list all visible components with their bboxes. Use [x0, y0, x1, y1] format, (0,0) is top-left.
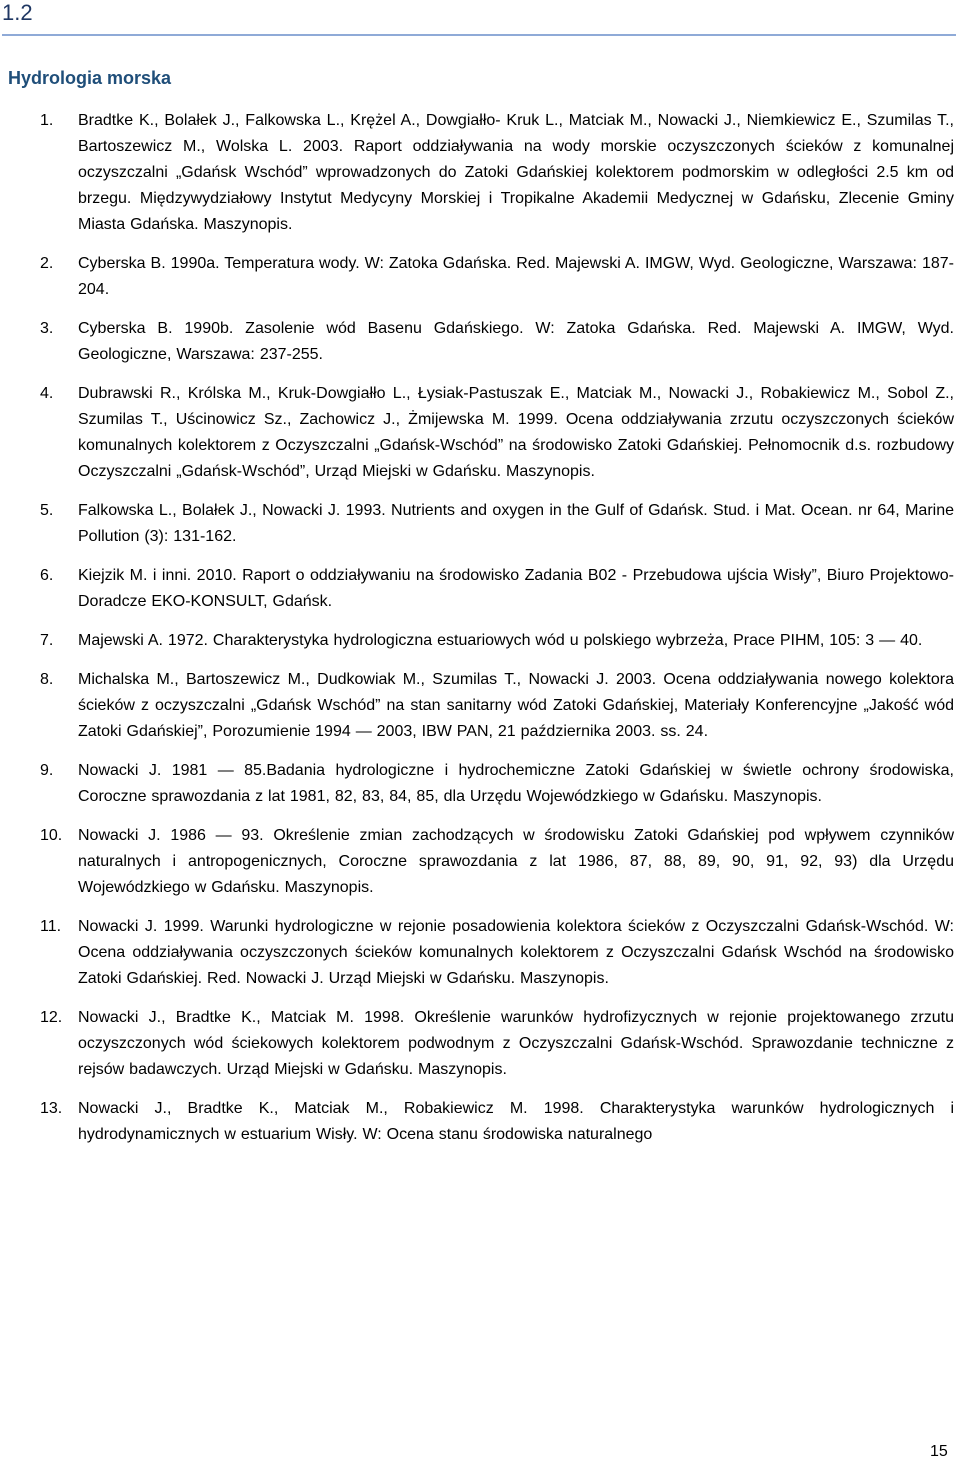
reference-item-10 [0, 823, 960, 901]
reference-text: Nowacki J., Bradtke K., Matciak M., Robakiewicz M. 1998. Charakterystyka warunków hydrologicznych i hydrodynamicznych w estuarium Wisły. W: Ocena stanu środowiska naturalnego [78, 1100, 954, 1143]
reference-number: 9. [40, 762, 54, 779]
reference-item-13 [0, 1096, 960, 1148]
reference-number: 1. [40, 112, 54, 129]
reference-number: 4. [40, 385, 54, 402]
reference-item-11 [0, 914, 960, 992]
reference-item-12 [0, 1005, 960, 1083]
reference-text: Majewski A. 1972. Charakterystyka hydrologiczna estuariowych wód u polskiego wybrzeża, Prace PIHM, 105: 3 — 40. [78, 632, 923, 649]
reference-list [0, 108, 960, 1161]
section-title: Hydrologia morska [8, 68, 172, 88]
reference-item-2 [0, 251, 960, 303]
reference-text: Nowacki J. 1999. Warunki hydrologiczne w rejonie posadowienia kolektora ścieków z Oczyszczalni Gdańsk-Wschód. W: Ocena oddziaływania oczyszczonych ścieków komunalnych kolektorem z Oczyszczalni Gdańsk Wschód na środowisko Zatoki Gdańskiej. Red. Nowacki J. Urząd Miejski w Gdańsku. Maszynopis. [78, 918, 954, 987]
reference-text: Nowacki J. 1986 — 93. Określenie zmian zachodzących w środowisku Zatoki Gdańskiej pod wpływem czynników naturalnych i antropogenicznych, Coroczne sprawozdania z lat 1986, 87, 88, 89, 90, 91, 92, 93) dla Urzędu Wojewódzkiego w Gdańsku. Maszynopis. [78, 827, 954, 896]
reference-number: 10. [40, 827, 63, 844]
reference-item-4 [0, 381, 960, 485]
reference-number: 5. [40, 502, 54, 519]
reference-item-1 [0, 108, 960, 238]
reference-number: 2. [40, 255, 54, 272]
reference-item-6 [0, 563, 960, 615]
reference-item-5 [0, 498, 960, 550]
reference-number: 7. [40, 632, 54, 649]
reference-number: 8. [40, 671, 54, 688]
reference-text: Cyberska B. 1990a. Temperatura wody. W: Zatoka Gdańska. Red. Majewski A. IMGW, Wyd. Geologiczne, Warszawa: 187-204. [78, 255, 954, 298]
reference-text: Cyberska B. 1990b. Zasolenie wód Basenu Gdańskiego. W: Zatoka Gdańska. Red. Majewski A. IMGW, Wyd. Geologiczne, Warszawa: 237-255. [78, 320, 954, 363]
reference-text: Nowacki J., Bradtke K., Matciak M. 1998. Określenie warunków hydrofizycznych w rejonie projektowanego zrzutu oczyszczonych wód ściekowych kolektorem podwodnym z Oczyszczalni Gdańsk-Wschód. Sprawozdanie techniczne z rejsów badawczych. Urząd Miejski w Gdańsku. Maszynopis. [78, 1009, 954, 1078]
reference-number: 12. [40, 1009, 63, 1026]
reference-item-7 [0, 628, 960, 654]
section-number: 1.2 [2, 0, 33, 25]
reference-text: Nowacki J. 1981 — 85.Badania hydrologiczne i hydrochemiczne Zatoki Gdańskiej w świetle ochrony środowiska, Coroczne sprawozdania z lat 1981, 82, 83, 84, 85, dla Urzędu Wojewódzkiego w Gdańsku. Maszynopis. [78, 762, 954, 805]
reference-number: 6. [40, 567, 54, 584]
header-rule [2, 34, 956, 36]
reference-text: Michalska M., Bartoszewicz M., Dudkowiak M., Szumilas T., Nowacki J. 2003. Ocena oddziaływania nowego kolektora ścieków z oczyszczalni „Gdańsk Wschód” na stan sanitarny wód Zatoki Gdańskiej, Materiały Konferencyjne „Jakość wód Zatoki Gdańskiej”, Porozumienie 1994 — 2003, IBW PAN, 21 października 2003. ss. 24. [78, 671, 954, 740]
reference-number: 3. [40, 320, 54, 337]
reference-item-9 [0, 758, 960, 810]
page-number: 15 [930, 1443, 948, 1460]
reference-number: 11. [40, 918, 62, 935]
reference-text: Bradtke K., Bolałek J., Falkowska L., Krężel A., Dowgiałło- Kruk L., Matciak M., Nowacki J., Niemkiewicz E., Szumilas T., Bartoszewicz M., Wolska L. 2003. Raport oddziaływania na wody morskie oczyszczonych ścieków z komunalnej oczyszczalni „Gdańsk Wschód” wprowadzonych do Zatoki Gdańskiej kolektorem podmorskim w odległości 2.5 km od brzegu. Międzywydziałowy Instytut Medycyny Morskiej i Tropikalne Akademii Medycznej w Gdańsku, Zlecenie Gminy Miasta Gdańska. Maszynopis. [78, 112, 954, 233]
reference-item-8 [0, 667, 960, 745]
reference-text: Kiejzik M. i inni. 2010. Raport o oddziaływaniu na środowisko Zadania B02 - Przebudowa ujścia Wisły”, Biuro Projektowo-Doradcze EKO-KONSULT, Gdańsk. [78, 567, 954, 610]
reference-number: 13. [40, 1100, 63, 1117]
reference-text: Falkowska L., Bolałek J., Nowacki J. 1993. Nutrients and oxygen in the Gulf of Gdańsk. Stud. i Mat. Ocean. nr 64, Marine Pollution (3): 131-162. [78, 502, 954, 545]
reference-text: Dubrawski R., Królska M., Kruk-Dowgiałło L., Łysiak-Pastuszak E., Matciak M., Nowacki J., Robakiewicz M., Sobol Z., Szumilas T., Uścinowicz Sz., Zachowicz J., Żmijewska M. 1999. Ocena oddziaływania zrzutu oczyszczonych ścieków komunalnych kolektorem z Oczyszczalni „Gdańsk-Wschód” na środowisko Zatoki Gdańskiej. Pełnomocnik d.s. rozbudowy Oczyszczalni „Gdańsk-Wschód”, Urząd Miejski w Gdańsku. Maszynopis. [78, 385, 954, 480]
reference-item-3 [0, 316, 960, 368]
